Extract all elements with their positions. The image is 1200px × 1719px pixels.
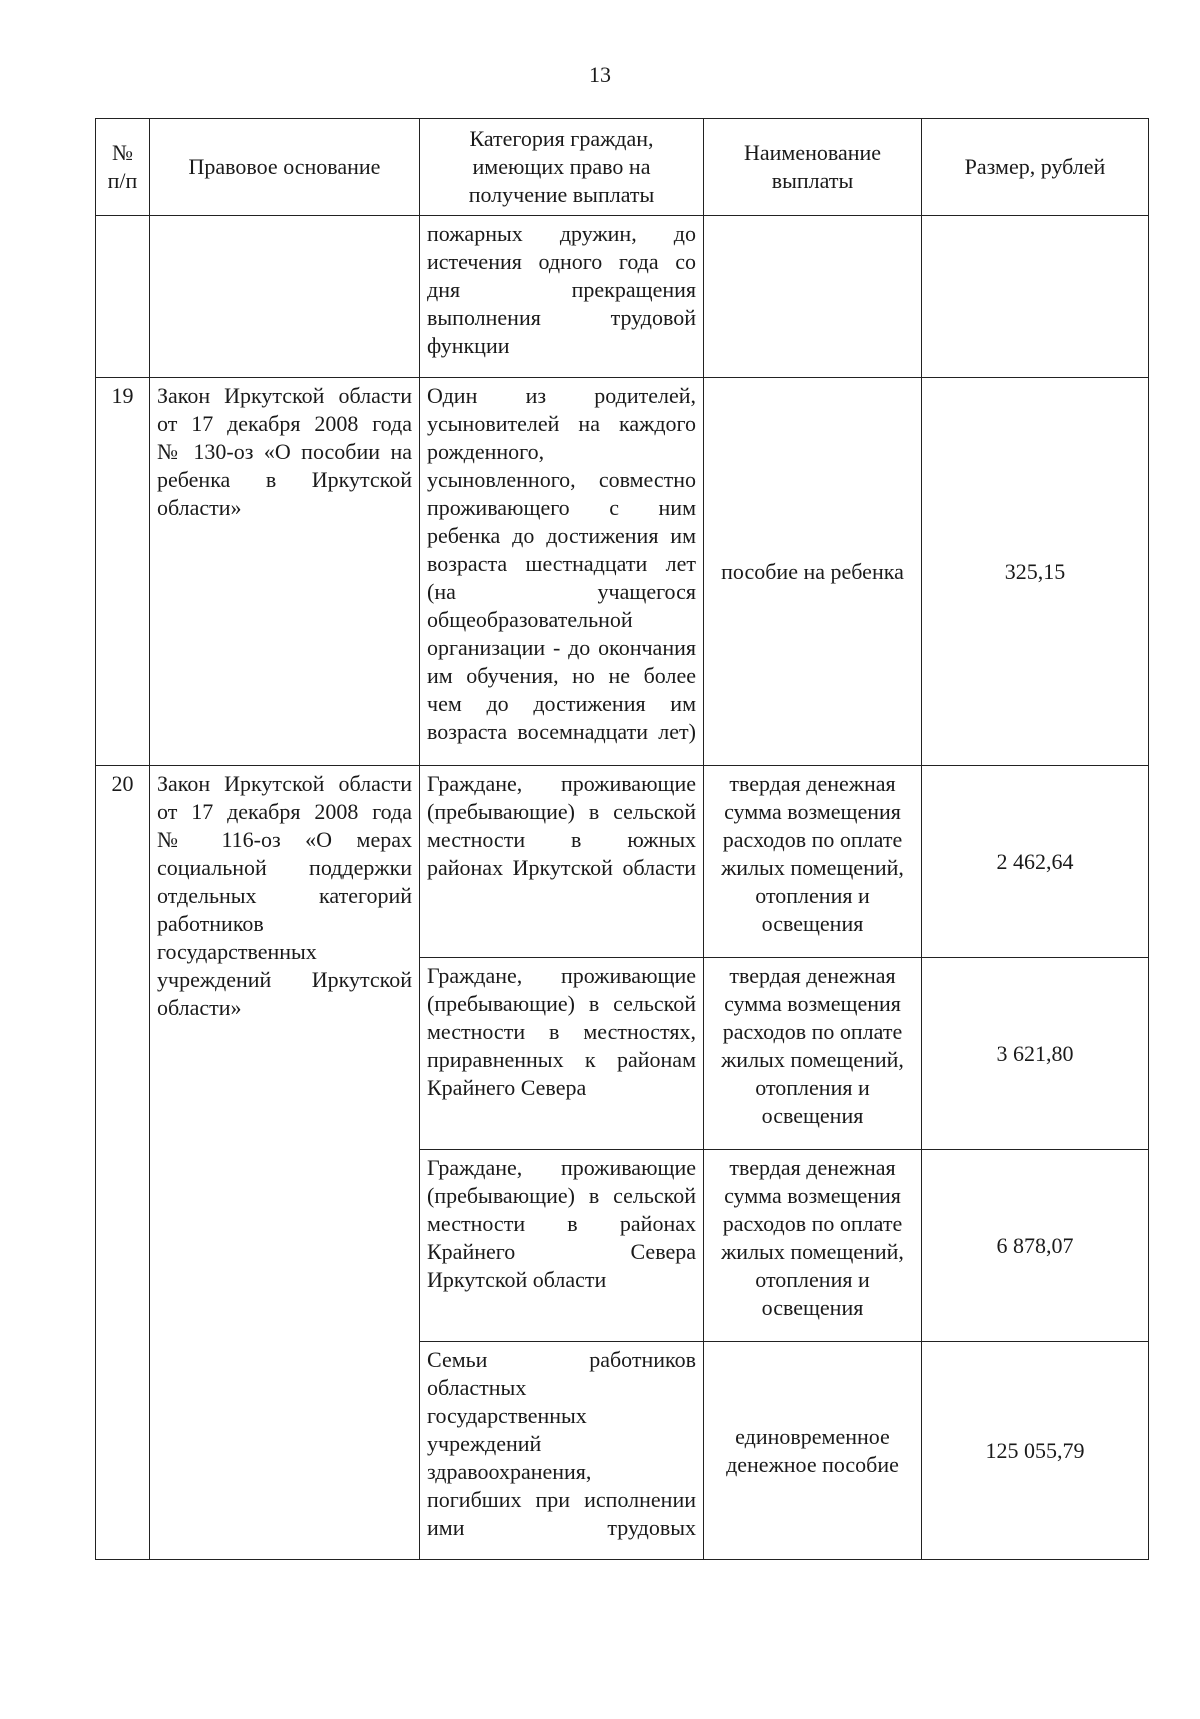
row20-3-category-line: Крайнего Севера <box>427 1239 696 1264</box>
row20-1-amount: 2 462,64 <box>922 766 1149 958</box>
row20-2-amount: 3 621,80 <box>922 958 1149 1150</box>
row20-3-category-line: Граждане, проживающие <box>427 1155 696 1180</box>
row19-category-line: рожденного, <box>427 439 545 464</box>
header-category <box>420 119 704 216</box>
row20-4-category-line: учреждений <box>427 1431 542 1456</box>
row19-basis-cell <box>150 378 420 766</box>
row20-1-payment-cell <box>704 766 922 958</box>
row20-1-payment-line: освещения <box>761 911 864 936</box>
row20-1-payment-line: отопления и <box>755 883 870 908</box>
row20-basis-line: от 17 декабря 2008 года <box>157 799 412 824</box>
row20-4-payment-cell <box>704 1342 922 1560</box>
header-amount <box>922 119 1149 216</box>
row19-category-line: возраста восемнадцати лет) <box>427 719 696 744</box>
row20-basis-line: Закон Иркутской области <box>157 771 412 796</box>
header-basis-label: Правовое основание <box>188 154 381 179</box>
cont-num-cell <box>96 216 150 378</box>
cont-category-line: функции <box>427 333 510 358</box>
row20-3-category-line: (пребывающие) в сельской <box>427 1183 696 1208</box>
row19-category-line: усыновителей на каждого <box>427 411 696 436</box>
header-payment-name-label: Наименование выплаты <box>743 140 882 193</box>
row20-3-payment-line: твердая денежная <box>729 1155 896 1180</box>
row20-3-payment-line: отопления и <box>755 1267 870 1292</box>
row20-basis-line: учреждений Иркутской <box>157 967 412 992</box>
row19-payment-name: пособие на ребенка <box>704 378 922 766</box>
cont-category-cell <box>420 216 704 378</box>
header-category-label: Категория граждан, имеющих право на получение выплаты <box>468 126 655 207</box>
row19-category-cell <box>420 378 704 766</box>
benefits-table <box>95 118 1149 1560</box>
row19-basis-line: области» <box>157 495 242 520</box>
cont-amount-cell <box>922 216 1149 378</box>
table-row-continuation <box>96 216 1149 378</box>
row20-3-payment-line: расходов по оплате <box>722 1211 903 1236</box>
page-number: 13 <box>589 62 611 87</box>
row20-2-payment-line: отопления и <box>755 1075 870 1100</box>
row19-category-line: проживающего с ним <box>427 495 696 520</box>
row20-basis-line: отдельных категорий <box>157 883 412 908</box>
row20-2-payment-line: твердая денежная <box>729 963 896 988</box>
row20-2-payment-line: сумма возмещения <box>724 991 901 1016</box>
row20-2-category-line: Крайнего Севера <box>427 1075 587 1100</box>
row20-2-payment-line: жилых помещений, <box>721 1047 904 1072</box>
header-basis <box>150 119 420 216</box>
row20-3-category-line: Иркутской области <box>427 1267 607 1292</box>
row20-1-payment-line: жилых помещений, <box>721 855 904 880</box>
row20-2-category-line: местности в местностях, <box>427 1019 696 1044</box>
row20-1-category-line: местности в южных <box>427 827 696 852</box>
header-num <box>96 119 150 216</box>
header-num-label: № п/п <box>107 140 138 193</box>
row19-amount: 325,15 <box>922 378 1149 766</box>
table-header-row <box>96 119 1149 216</box>
row20-basis-line: социальной поддержки <box>157 855 412 880</box>
row20-1-category-line: Граждане, проживающие <box>427 771 696 796</box>
row20-3-amount: 6 878,07 <box>922 1150 1149 1342</box>
row19-basis-line: № 130-оз «О пособии на <box>157 439 412 464</box>
row19-category-line: (на учащегося <box>427 579 696 604</box>
row20-3-category-cell <box>420 1150 704 1342</box>
row20-4-category-line: здравоохранения, <box>427 1459 592 1484</box>
row19-num: 19 <box>96 378 150 766</box>
row20-1-category-cell <box>420 766 704 958</box>
cont-basis-cell <box>150 216 420 378</box>
row20-1-payment-line: твердая денежная <box>729 771 896 796</box>
row20-1-category-line: районах Иркутской области <box>427 855 696 880</box>
row20-2-payment-cell <box>704 958 922 1150</box>
row19-category-line: возраста шестнадцати лет <box>427 551 696 576</box>
row20-3-payment-cell <box>704 1150 922 1342</box>
row20-4-category-line: государственных <box>427 1403 587 1428</box>
row20-basis-line: государственных <box>157 939 317 964</box>
row20-basis-line: области» <box>157 995 242 1020</box>
cont-category-line: истечения одного года со <box>427 249 696 274</box>
row19-category-line: Один из родителей, <box>427 383 696 408</box>
row20-4-category-line: погибших при исполнении <box>427 1487 696 1512</box>
row20-1-payment-line: сумма возмещения <box>724 799 901 824</box>
table-row-20-1 <box>96 766 1149 958</box>
cont-payment-cell <box>704 216 922 378</box>
row20-2-category-line: Граждане, проживающие <box>427 963 696 988</box>
row20-4-amount: 125 055,79 <box>922 1342 1149 1560</box>
row19-category-line: ребенка до достижения им <box>427 523 696 548</box>
row19-basis-line: от 17 декабря 2008 года <box>157 411 412 436</box>
row20-2-category-line: (пребывающие) в сельской <box>427 991 696 1016</box>
row20-4-category-cell <box>420 1342 704 1560</box>
row20-2-payment-line: освещения <box>761 1103 864 1128</box>
row20-4-category-line: ими трудовых <box>427 1515 696 1540</box>
table-row-19 <box>96 378 1149 766</box>
row20-3-category-line: местности в районах <box>427 1211 696 1236</box>
row19-category-line: им обучения, но не более <box>427 663 696 688</box>
row20-2-payment-line: расходов по оплате <box>722 1019 903 1044</box>
row20-1-payment-line: расходов по оплате <box>722 827 903 852</box>
row19-basis-line: Закон Иркутской области <box>157 383 412 408</box>
header-amount-label: Размер, рублей <box>964 154 1106 179</box>
row20-basis-line: работников <box>157 911 264 936</box>
row20-3-payment-line: освещения <box>761 1295 864 1320</box>
row19-basis-line: ребенка в Иркутской <box>157 467 412 492</box>
row19-category-line: организации - до окончания <box>427 635 696 660</box>
row20-3-payment-line: жилых помещений, <box>721 1239 904 1264</box>
header-payment-name <box>704 119 922 216</box>
row20-3-payment-line: сумма возмещения <box>724 1183 901 1208</box>
cont-category-line: дня прекращения <box>427 277 696 302</box>
row20-basis-line: № 116-оз «О мерах <box>157 827 412 852</box>
row19-category-line: усыновленного, совместно <box>427 467 696 492</box>
row19-category-line: общеобразовательной <box>427 607 633 632</box>
cont-category-line: пожарных дружин, до <box>427 221 696 246</box>
row19-category-line: чем до достижения им <box>427 691 696 716</box>
row20-4-category-line: областных <box>427 1375 527 1400</box>
cont-category-line: выполнения трудовой <box>427 305 696 330</box>
row20-1-category-line: (пребывающие) в сельской <box>427 799 696 824</box>
row20-4-payment-line: денежное пособие <box>726 1451 899 1477</box>
row20-4-payment-line: единовременное <box>735 1423 890 1449</box>
row20-basis-cell <box>150 766 420 1560</box>
row20-4-category-line: Семьи работников <box>427 1347 696 1372</box>
row20-2-category-line: приравненных к районам <box>427 1047 696 1072</box>
row20-num: 20 <box>96 766 150 1560</box>
row20-2-category-cell <box>420 958 704 1150</box>
